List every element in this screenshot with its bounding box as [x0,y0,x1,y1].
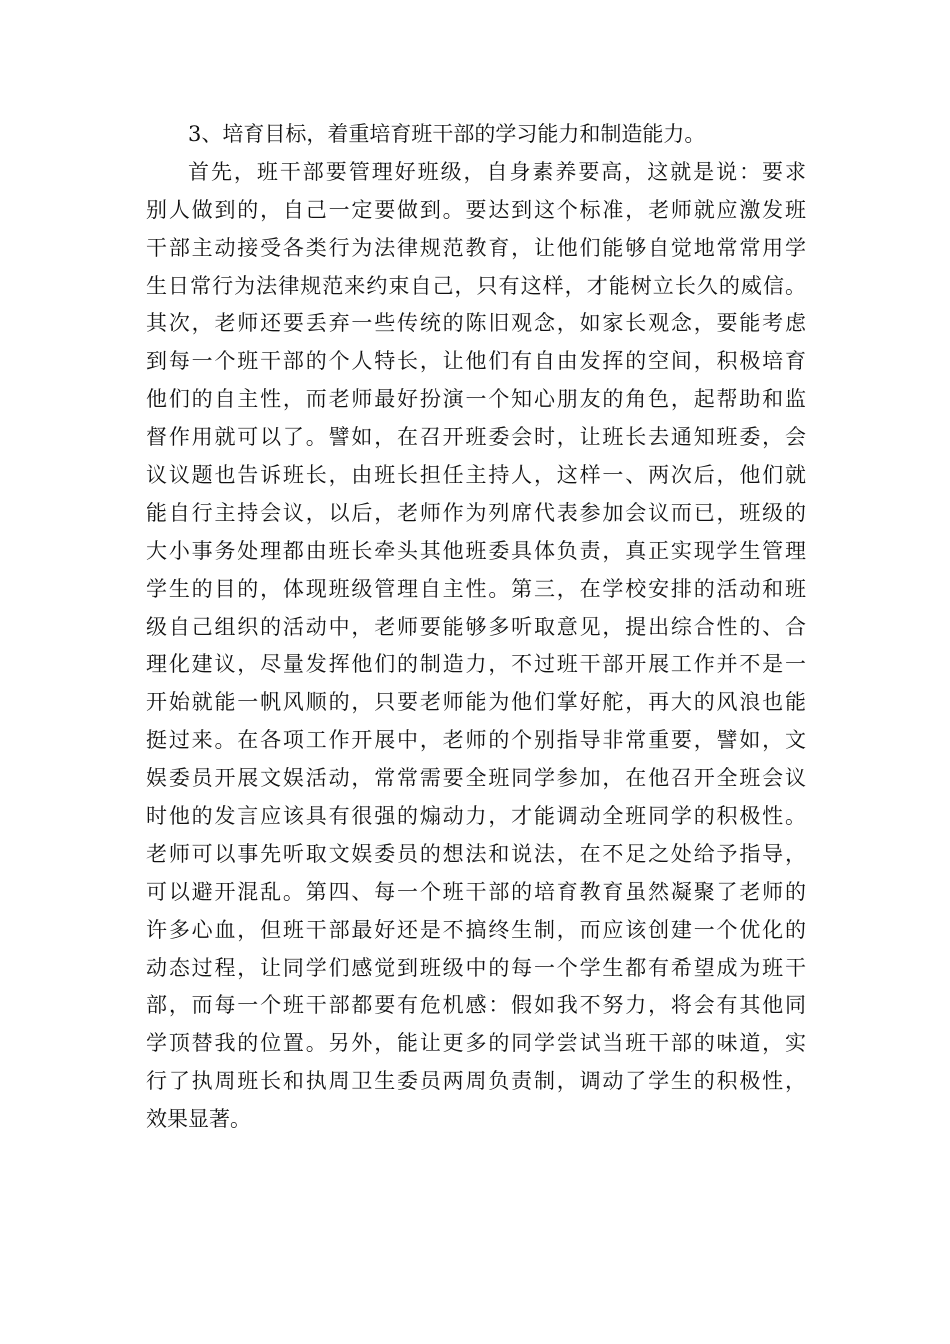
paragraph-line: 大小事务处理都由班长牵头其他班委具体负责，真正实现学生管理 [146,538,806,563]
paragraph-line: 到每一个班干部的个人特长，让他们有自由发挥的空间，积极培育 [146,349,806,374]
document-body [146,116,806,1139]
paragraph-line: 开始就能一帆风顺的，只要老师能为他们掌好舵，再大的风浪也能 [146,690,806,715]
paragraph-line: 首先，班干部要管理好班级，自身素养要高，这就是说：要求 [188,159,806,184]
paragraph-line: 别人做到的，自己一定要做到。要达到这个标准，老师就应激发班 [146,197,806,222]
paragraph-line: 效果显著。 [146,1107,251,1132]
paragraph-line: 老师可以事先听取文娱委员的想法和说法，在不足之处给予指导， [146,841,806,866]
paragraph-line: 时他的发言应该具有很强的煽动力，才能调动全班同学的积极性。 [146,804,806,829]
paragraph-line: 可以避开混乱。第四、每一个班干部的培育教育虽然凝聚了老师的 [146,879,806,904]
paragraph-line: 他们的自主性，而老师最好扮演一个知心朋友的角色，起帮助和监 [146,387,806,412]
paragraph-line: 生日常行为法律规范来约束自己，只有这样，才能树立长久的威信。 [146,273,806,298]
section-heading: 3、培育目标，着重培育班干部的学习能力和制造能力。 [188,122,706,146]
paragraph-line: 动态过程，让同学们感觉到班级中的每一个学生都有希望成为班干 [146,955,806,980]
paragraph-line: 级自己组织的活动中，老师要能够多听取意见，提出综合性的、合 [146,614,806,639]
paragraph-line: 学顶替我的位置。另外，能让更多的同学尝试当班干部的味道，实 [146,1031,806,1056]
paragraph-line: 许多心血，但班干部最好还是不搞终生制，而应该创建一个优化的 [146,917,806,942]
paragraph-line: 督作用就可以了。譬如，在召开班委会时，让班长去通知班委，会 [146,425,806,450]
paragraph-line: 挺过来。在各项工作开展中，老师的个别指导非常重要，譬如，文 [146,728,806,753]
paragraph-line: 能自行主持会议，以后，老师作为列席代表参加会议而已，班级的 [146,500,806,525]
paragraph-line: 干部主动接受各类行为法律规范教育，让他们能够自觉地常常用学 [146,235,806,260]
paragraph-line: 议议题也告诉班长，由班长担任主持人，这样一、两次后，他们就 [146,463,806,488]
paragraph-line: 学生的目的，体现班级管理自主性。第三，在学校安排的活动和班 [146,576,806,601]
paragraph-line: 理化建议，尽量发挥他们的制造力，不过班干部开展工作并不是一 [146,652,806,677]
paragraph-line: 娱委员开展文娱活动，常常需要全班同学参加，在他召开全班会议 [146,766,806,791]
paragraph-line: 行了执周班长和执周卫生委员两周负责制，调动了学生的积极性， [146,1069,806,1094]
paragraph-line: 部，而每一个班干部都要有危机感：假如我不努力，将会有其他同 [146,993,806,1018]
paragraph-line: 其次，老师还要丢弃一些传统的陈旧观念，如家长观念，要能考虑 [146,311,806,336]
